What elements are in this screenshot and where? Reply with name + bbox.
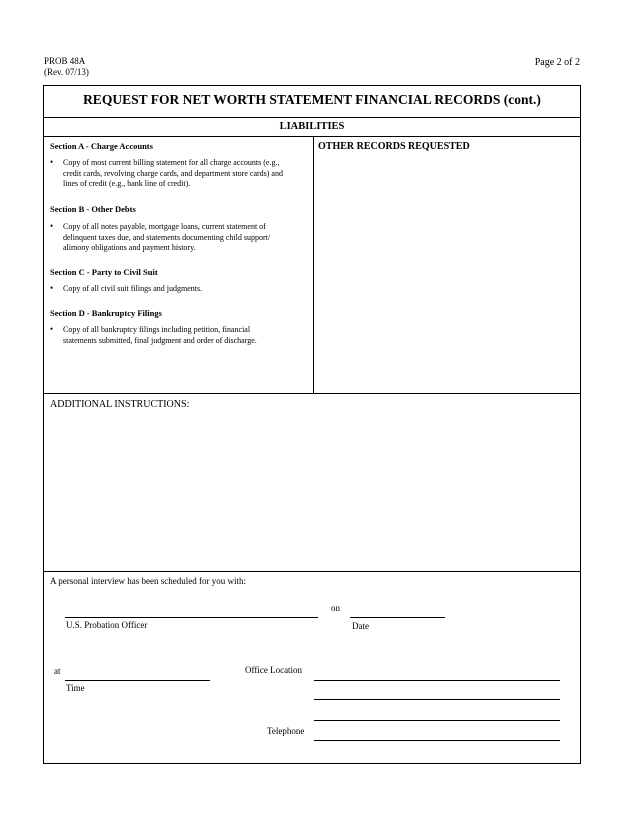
date-label: Date (352, 621, 369, 631)
office-location-line-1[interactable] (314, 680, 560, 681)
section-a-item (63, 158, 283, 190)
form-number: PROB 48A (44, 56, 86, 66)
form-title: REQUEST FOR NET WORTH STATEMENT FINANCIAL RECORDS (cont.) (83, 92, 541, 107)
bullet-icon: • (50, 324, 54, 334)
additional-instructions-label: ADDITIONAL INSTRUCTIONS: (50, 399, 190, 410)
on-label: on (331, 603, 340, 613)
liabilities-divider (43, 136, 581, 137)
section-b-title: Section B - Other Debts (50, 204, 136, 214)
time-line[interactable] (65, 680, 210, 681)
section-a-line-3: lines of credit (e.g., bank line of credit). (63, 179, 191, 188)
section-d-title: Section D - Bankruptcy Filings (50, 308, 162, 318)
bullet-icon: • (50, 221, 54, 231)
bullet-icon: • (50, 157, 54, 167)
section-b-line-3: alimony obligations and payment history. (63, 243, 196, 252)
section-d-line-1: Copy of all bankruptcy filings including petition, financial (63, 325, 251, 334)
instructions-divider (43, 571, 581, 572)
office-location-line-3[interactable] (314, 720, 560, 721)
officer-line[interactable] (65, 617, 318, 618)
office-location-label: Office Location (245, 665, 303, 675)
records-section-divider (43, 393, 581, 394)
section-a-line-2: credit cards, revolving charge cards, and department store cards) and (63, 168, 283, 178)
form-identifier (44, 56, 89, 78)
section-a-line-1: Copy of most current billing statement for all charge accounts (e.g., (63, 158, 280, 167)
section-d-item (63, 325, 257, 346)
officer-label: U.S. Probation Officer (66, 620, 148, 630)
section-d-line-2: statements submitted, final judgment and order of discharge. (63, 335, 257, 345)
section-c-line-1: Copy of all civil suit filings and judgments. (63, 284, 203, 293)
section-c-item (63, 284, 202, 295)
section-b-line-2: delinquent taxes due, and statements documenting child support/ (63, 232, 271, 242)
form-revision: (Rev. 07/13) (44, 67, 89, 77)
other-records-heading: OTHER RECORDS REQUESTED (318, 141, 470, 152)
at-label: at (54, 666, 61, 676)
section-b-line-1: Copy of all notes payable, mortgage loans, current statement of (63, 222, 266, 231)
office-location-line-2[interactable] (314, 699, 560, 700)
additional-instructions-field[interactable] (44, 414, 580, 570)
section-b-item (63, 222, 270, 254)
time-label: Time (66, 683, 85, 693)
telephone-label: Telephone (267, 726, 305, 736)
bullet-icon: • (50, 283, 54, 293)
title-divider (43, 117, 581, 118)
other-records-field[interactable] (314, 156, 580, 392)
telephone-line[interactable] (314, 740, 560, 741)
liabilities-heading: LIABILITIES (279, 121, 345, 132)
interview-text: A personal interview has been scheduled for you with: (50, 576, 246, 586)
date-line[interactable] (350, 617, 445, 618)
section-a-title: Section A - Charge Accounts (50, 141, 153, 151)
page-number: Page 2 of 2 (534, 57, 580, 68)
section-c-title: Section C - Party to Civil Suit (50, 267, 158, 277)
